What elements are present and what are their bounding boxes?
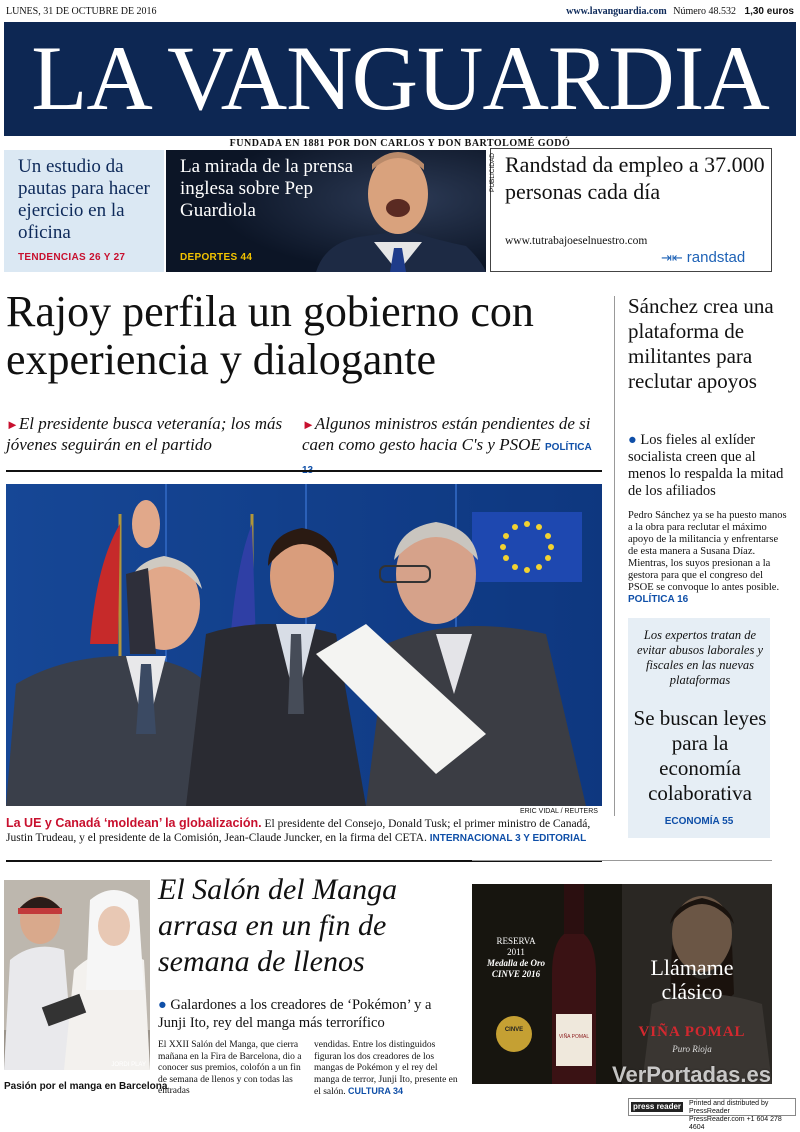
randstad-brand — [661, 249, 745, 266]
economy-headline: Se buscan leyes para la economía colaborativa — [633, 706, 767, 805]
issue-number: Número 48.532 — [673, 6, 737, 17]
press-line2: PressReader.com +1 604 278 4604 — [689, 1116, 782, 1131]
caption-body: El presidente del Consejo, Donald Tusk; el primer ministro de Canadá, Justin Trudeau, y el presidente de la Comisión, Jean-Claude Juncker, en la firma del CETA. — [6, 818, 591, 844]
lead-bullet-2-ref[interactable]: POLÍTICA — [545, 442, 592, 453]
triangle-bullet-icon: ► — [302, 417, 315, 432]
manga-bullet — [158, 996, 458, 1032]
randstad-url[interactable]: www.tutrabajoeselnuestro.com — [505, 235, 648, 247]
issue-price: 1,30 euros — [744, 6, 794, 17]
divider — [472, 860, 772, 861]
cinve-badge: CINVE — [504, 1027, 524, 1033]
randstad-logo-icon: ⇥⇤ — [661, 250, 683, 265]
ad-slogan — [612, 956, 772, 1004]
founded-line: FUNDADA EN 1881 POR DON CARLOS Y DON BARTOLOMÉ GODÓ — [229, 138, 571, 149]
issue-date: LUNES, 31 DE OCTUBRE DE 2016 — [6, 6, 157, 17]
caption-ref[interactable]: INTERNACIONAL 3 Y EDITORIAL — [429, 833, 587, 844]
site-link[interactable]: www.lavanguardia.com — [566, 6, 667, 17]
economy-intro: Los expertos tratan de evitar abusos laborales y fiscales en las nuevas plataformas — [636, 628, 764, 687]
main-photo — [6, 484, 602, 806]
sanchez-headline[interactable]: Sánchez crea una plataforma de militantes para reclutar apoyos — [628, 294, 774, 393]
lead-bullet-1-text: El presidente busca veteranía; los más jóvenes seguirán en el partido — [6, 414, 283, 454]
teaser-exercise[interactable] — [4, 150, 164, 272]
manga-photo-caption: Pasión por el manga en Barcelona — [4, 1081, 168, 1092]
bottle-label: VIÑA POMAL — [558, 1034, 590, 1040]
teaser-exercise-tag: TENDENCIAS 26 Y 27 — [18, 252, 126, 263]
manga-body-col2 — [314, 1040, 459, 1099]
pressreader-footer — [628, 1098, 796, 1131]
dot-bullet-icon: ● — [628, 432, 637, 448]
ad-sub: Puro Rioja — [672, 1044, 712, 1054]
ad-medal: Medalla de Oro — [487, 958, 545, 968]
photo-caption — [6, 816, 602, 846]
lead-headline[interactable]: Rajoy perfila un gobierno con experiencia y dialogante — [6, 287, 534, 384]
sanchez-bullet — [628, 432, 788, 500]
ad-slogan-line1: Llámame — [650, 955, 734, 980]
ad-brand: VIÑA POMAL — [638, 1024, 746, 1040]
teaser-guardiola-tag: DEPORTES 44 — [180, 252, 253, 263]
randstad-brand-text: randstad — [686, 249, 746, 266]
manga-ref[interactable]: CULTURA 34 — [348, 1086, 404, 1096]
economy-box[interactable] — [628, 618, 770, 838]
ad-medal-text — [486, 936, 546, 980]
manga-headline[interactable]: El Salón del Manga arrasa en un fin de semana de llenos — [158, 873, 398, 978]
masthead — [4, 22, 796, 136]
teaser-exercise-text: Un estudio da pautas para hacer ejercicio en la oficina — [18, 156, 150, 243]
watermark: VerPortadas.es — [612, 1062, 771, 1087]
teaser-guardiola[interactable] — [166, 150, 486, 272]
ad-slogan-line2: clásico — [661, 979, 723, 1004]
manga-photo — [4, 880, 150, 1070]
dot-bullet-icon: ● — [158, 997, 167, 1013]
lead-bullet-1 — [6, 414, 290, 455]
triangle-bullet-icon: ► — [6, 417, 19, 432]
top-strip — [6, 4, 794, 20]
sanchez-ref[interactable]: POLÍTICA 16 — [628, 594, 689, 605]
manga-photo-credit: JORDI PLAY — [111, 1062, 146, 1068]
manga-body-col2-text: vendidas. Entre los distinguidos figuran los dos creadores de los mangas de Pokémon y el rey del manga de terror, Junji Ito, presente en el salón. — [314, 1040, 458, 1097]
sanchez-body-text: Pedro Sánchez ya se ha puesto manos a la obra para reclutar el máximo apoyo de la militancia y enfrentarse de esta manera a Susana Díaz. Mientras, los suyos presionan a la gestora para que el congreso del PSOE se convoque lo antes posible. — [628, 510, 787, 593]
randstad-headline: Randstad da empleo a 37.000 personas cada día — [505, 152, 765, 204]
ad-cinve: CINVE 2016 — [491, 969, 541, 979]
newspaper-logo: LA VANGUARDIA — [31, 27, 769, 129]
manga-body-col1: El XXII Salón del Manga, que cierra mañana en la Fira de Barcelona, dio a conocer sus premios, colofón a un fin de semana de llenos y con todas las entradas — [158, 1040, 302, 1096]
randstad-ad[interactable] — [490, 148, 772, 272]
photo-credit: ERIC VIDAL / REUTERS — [520, 808, 598, 815]
press-line1: Printed and distributed by PressReader — [689, 1100, 769, 1115]
vina-pomal-ad[interactable] — [472, 884, 772, 1084]
divider — [6, 470, 602, 472]
economy-ref[interactable]: ECONOMÍA 55 — [664, 816, 734, 827]
manga-bullet-text: Galardones a los creadores de ‘Pokémon’ y a Junji Ito, rey del manga más terrorífico — [158, 997, 432, 1031]
issue-info — [566, 6, 794, 17]
pressreader-logo: press reader — [633, 1102, 682, 1111]
column-divider — [614, 296, 615, 816]
caption-head: La UE y Canadá ‘moldean’ la globalización. — [6, 816, 262, 830]
cosplay-photo — [4, 880, 150, 1070]
pressreader-text — [689, 1100, 795, 1132]
teaser-guardiola-text: La mirada de la prensa inglesa sobre Pep Guardiola — [180, 156, 354, 221]
sanchez-body — [628, 510, 788, 606]
summit-photo — [6, 484, 602, 806]
ad-year: 2011 — [507, 947, 525, 957]
ad-label: PUBLICIDAD — [489, 153, 496, 193]
ad-reserva: RESERVA — [496, 936, 536, 946]
sanchez-bullet-text: Los fieles al exlíder socialista creen que al menos lo respalda la mitad de los afiliados — [628, 432, 784, 499]
lead-bullet-2-text: Algunos ministros están pendientes de si caen como gesto hacia C's y PSOE — [302, 414, 591, 454]
